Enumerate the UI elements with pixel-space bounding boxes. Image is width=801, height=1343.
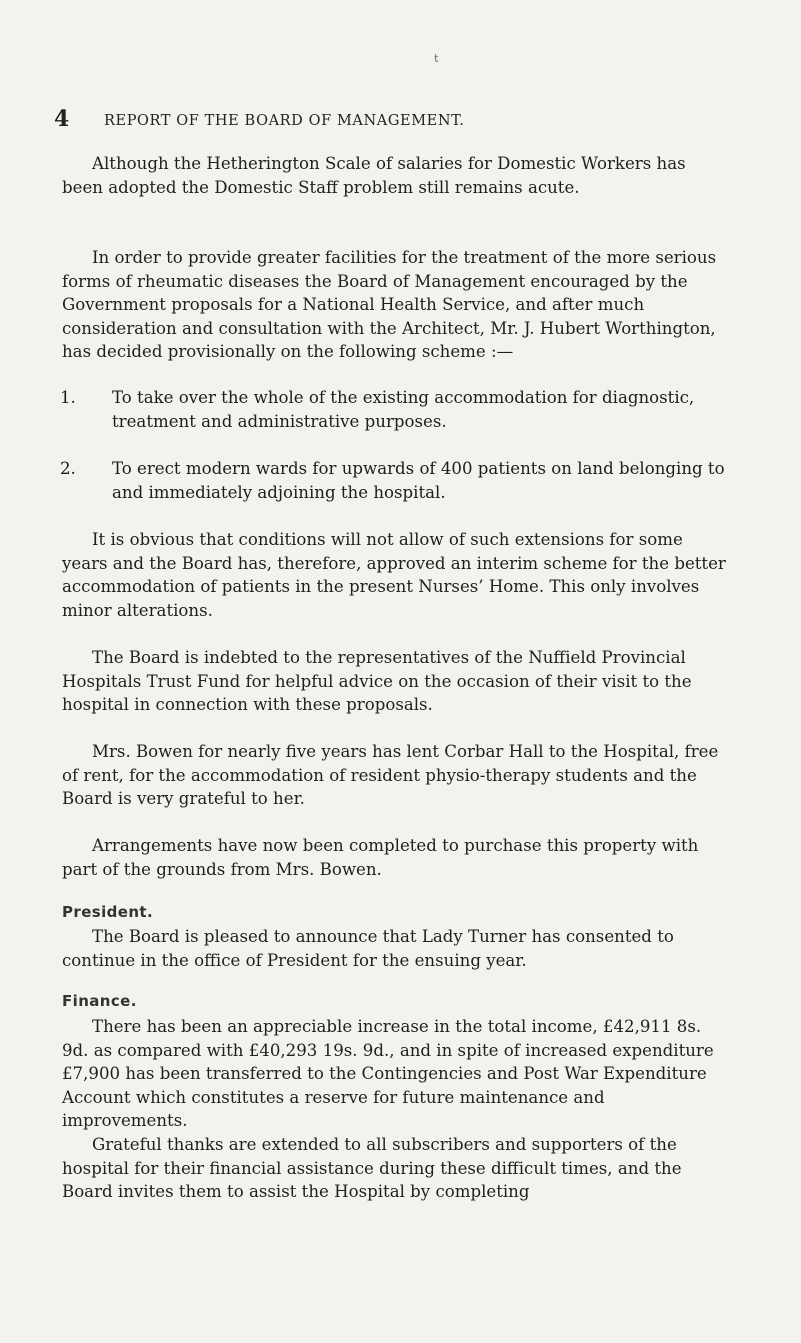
paragraph-text: The Board is indebted to the representatives of the Nuffield Provincial Hospitals Trust Fund for helpful advice on the occasion of their visit to the hospital in connection with these proposals. (62, 648, 692, 715)
list-number: 2. (60, 459, 76, 478)
paragraph-interim-scheme (62, 528, 730, 622)
paragraph-rheumatic-scheme (62, 246, 730, 364)
paragraph-corbar-hall (62, 740, 730, 811)
finance-heading: Finance. (62, 992, 137, 1010)
paragraph-domestic-staff (62, 152, 730, 199)
page-number: 4 (54, 106, 70, 132)
list-text: To erect modern wards for upwards of 400 patients on land belonging to and immediately adjoining the hospital. (112, 459, 725, 502)
paragraph-nuffield (62, 646, 730, 717)
running-title: REPORT OF THE BOARD OF MANAGEMENT. (104, 113, 465, 129)
paragraph-text: The Board is pleased to announce that Lady Turner has consented to continue in the office of President for the ensuing year. (62, 927, 674, 970)
paragraph-text: Although the Hetherington Scale of salaries for Domestic Workers has been adopted the Domestic Staff problem still remains acute. (62, 154, 686, 197)
paragraph-text: Mrs. Bowen for nearly five years has lent Corbar Hall to the Hospital, free of rent, for the accommodation of resident physio-therapy students and the Board is very grateful to her. (62, 742, 719, 809)
paragraph-president (62, 925, 730, 972)
paragraph-text: It is obvious that conditions will not allow of such extensions for some years and the Board has, therefore, approved an interim scheme for the better accommodation of patients in the present Nurses’ Home. This only involves minor alterations. (62, 530, 726, 620)
paragraph-text: Grateful thanks are extended to all subscribers and supporters of the hospital for their financial assistance during these difficult times, and the Board invites them to assist the Hospital by completing (62, 1135, 682, 1202)
paragraph-text: In order to provide greater facilities for the treatment of the more serious forms of rheumatic diseases the Board of Management encouraged by the Government proposals for a National Health Service, and after much consideration and consultation with the Architect, Mr. J. Hubert Worthington, has decided provisionally on the following scheme :— (62, 248, 717, 362)
paragraph-purchase (62, 834, 730, 881)
list-number: 1. (60, 388, 76, 407)
paragraph-finance (62, 1015, 730, 1133)
list-text: To take over the whole of the existing accommodation for diagnostic, treatment and administrative purposes. (112, 388, 695, 431)
paragraph-text: Arrangements have now been completed to purchase this property with part of the grounds from Mrs. Bowen. (62, 836, 699, 879)
president-heading: President. (62, 903, 154, 921)
paragraph-thanks (62, 1133, 730, 1204)
paragraph-text: There has been an appreciable increase in the total income, £42,911 8s. 9d. as compared with £40,293 19s. 9d., and in spite of increased expenditure £7,900 has been transferred to the Contingencies and Post War Expenditure Account which constitutes a reserve for future maintenance and improvements. (62, 1017, 714, 1131)
top-mark: t (434, 52, 439, 65)
